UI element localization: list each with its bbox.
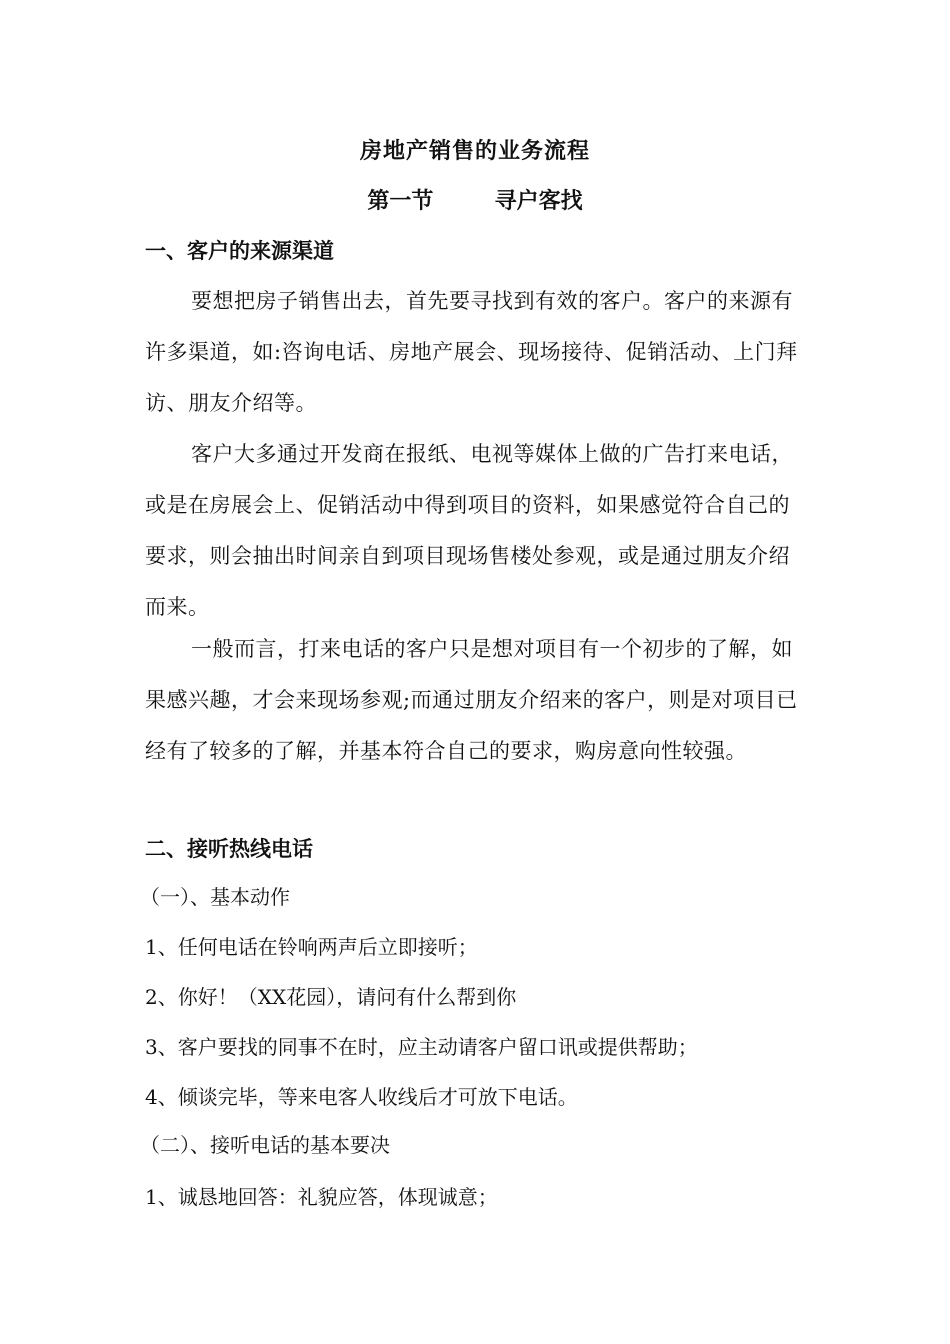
part2-heading: 二、接听热线电话 <box>145 836 313 861</box>
paragraph-2: 客户大多通过开发商在报纸、电视等媒体上做的广告打来电话，或是在房展会上、促销活动中得到项目的资料，如果感觉符合自己的要求，则会抽出时间亲自到项目现场售楼处参观，或是通过朋友介绍而来。 <box>145 442 793 619</box>
list-item: 1、任何电话在铃响两声后立即接听； <box>145 935 478 959</box>
section-title: 第一节 寻户客找 <box>367 188 583 214</box>
document-title: 房地产销售的业务流程 <box>359 138 590 164</box>
subsection-2-heading: （二）、接听电话的基本要决 <box>140 1133 390 1157</box>
list-item: 1、诚恳地回答：礼貌应答，体现诚意； <box>145 1185 498 1209</box>
paragraph-3: 一般而言，打来电话的客户只是想对项目有一个初步的了解，如果感兴趣，才会来现场参观;而通过朋友介绍来的客户，则是对项目已经有了较多的了解，并基本符合自己的要求，购房意向性较强。 <box>145 637 798 763</box>
subsection-1-heading: （一）、基本动作 <box>140 885 290 909</box>
paragraph-1: 要想把房子销售出去，首先要寻找到有效的客户。客户的来源有许多渠道，如:咨询电话、房地产展会、现场接待、促销活动、上门拜访、朋友介绍等。 <box>145 289 798 415</box>
list-item: 4、倾谈完毕，等来电客人收线后才可放下电话。 <box>145 1085 578 1109</box>
list-item: 2、你好！（XX花园），请问有什么帮到你 <box>145 985 517 1009</box>
list-item: 3、客户要找的同事不在时，应主动请客户留口讯或提供帮助； <box>145 1035 698 1059</box>
part1-heading: 一、客户的来源渠道 <box>145 238 334 263</box>
